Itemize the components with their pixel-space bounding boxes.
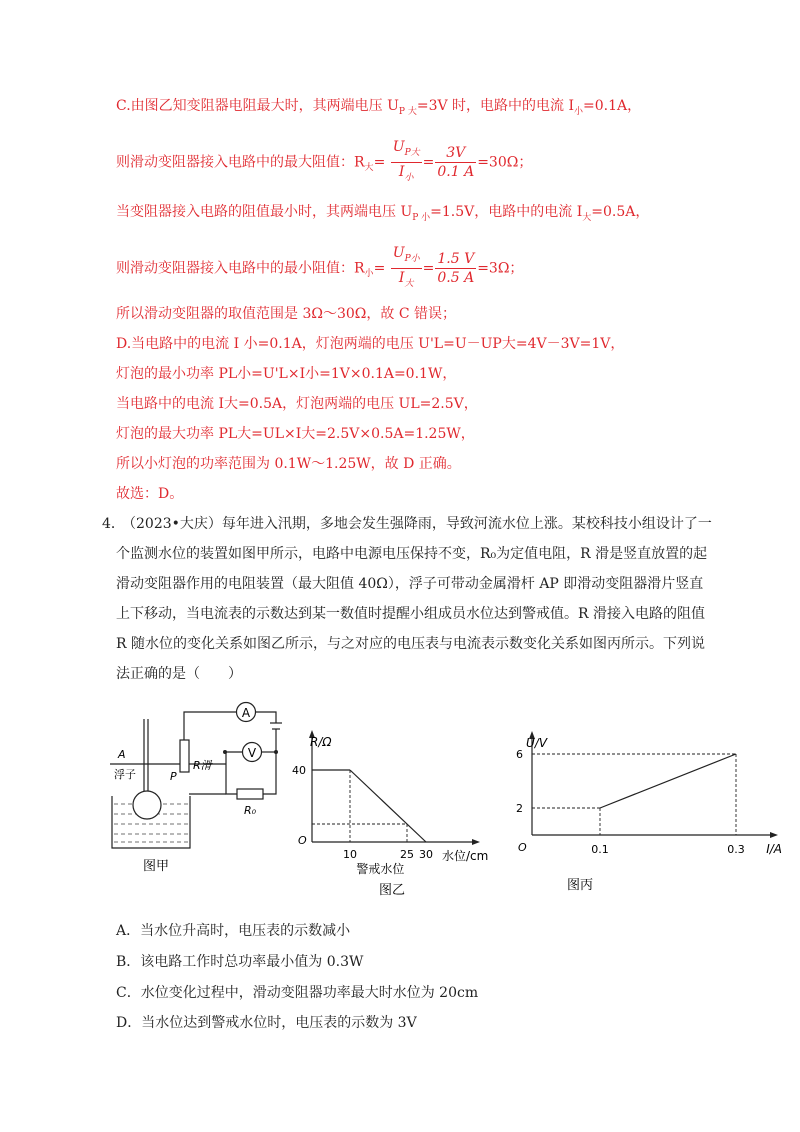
solution-c2-formula: 则滑动变阻器接入电路中的最大阻值：$R_大=$ $\frac{U_{P大}}{I_小}$ = $\frac{3V}{0.1 A}$ =30Ω； <box>116 138 532 187</box>
y-tick-label: 6 <box>516 748 523 761</box>
r0-resistor <box>237 789 263 799</box>
question-line-1: （2023•大庆）每年进入汛期，多地会发生强降雨，导致河流水位上涨。某校科技小组设计了一 <box>122 516 712 532</box>
junction-dot <box>274 750 278 754</box>
series-line <box>350 770 426 842</box>
question-number: 4． <box>102 516 125 532</box>
chart-bing <box>516 731 782 856</box>
x-tick-label: 0.1 <box>591 843 609 856</box>
x-tick-label: 0.3 <box>727 843 745 856</box>
junction-dot <box>223 750 227 754</box>
fraction-up-over-i: $\frac{U_{P大}}{I_小}$ <box>392 139 420 183</box>
voltmeter-label: V <box>247 746 257 760</box>
fraction-3v-over-01a: $\frac{3V}{0.1 A}$ <box>437 144 475 180</box>
option-d[interactable]: D．当水位达到警戒水位时，电压表的示数为 3V <box>116 1015 417 1031</box>
origin-label: O <box>298 834 307 847</box>
x-tick-label: 25 <box>400 848 414 861</box>
x-tick-label: 30 <box>419 848 433 861</box>
question-line-4: 上下移动，当电流表的示数达到某一数值时提醒小组成员水位达到警戒值。R 滑接入电路的阻值 <box>116 606 705 622</box>
chart-yi <box>292 730 488 876</box>
question-line-2: 个监测水位的装置如图甲所示，电路中电源电压保持不变，R₀为定值电阻，R 滑是竖直放置的起 <box>116 546 708 562</box>
fraction-15v-over-05a: $\frac{1.5 V}{0.5 A}$ <box>437 250 475 286</box>
r0-label: R₀ <box>244 804 257 817</box>
figures <box>100 694 782 909</box>
question-line-3: 滑动变阻器作用的电阻装置（最大阻值 40Ω），浮子可带动金属滑杆 AP 即滑动变阻器滑片竖直 <box>116 576 704 592</box>
x-axis-arrow <box>770 832 778 838</box>
solution-d5: 所以小灯泡的功率范围为 0.1W～1.25W，故 D 正确。 <box>116 456 461 472</box>
y-axis-label: R/Ω <box>310 735 332 749</box>
solution-c1: C.由图乙知变阻器电阻最大时，其两端电压 $U_{P 大}=3V$ 时，电路中的电流 $I_小=0.1A$， <box>116 98 642 117</box>
point-a-label: A <box>118 748 126 761</box>
caption-yi: 图乙 <box>378 883 406 898</box>
option-c[interactable]: C．水位变化过程中，滑动变阻器功率最大时水位为 20cm <box>116 985 479 1001</box>
solution-d3: 当电路中的电流 I大=0.5A，灯泡两端的电压 UL=2.5V， <box>116 396 478 412</box>
question-line-5: R 随水位的变化关系如图乙所示，与之对应的电压表与电流表示数变化关系如图丙所示。下列说 <box>116 636 705 652</box>
point-p-label: P <box>170 770 177 783</box>
series-line <box>600 754 736 808</box>
x-axis-label: 水位/cm <box>442 849 489 863</box>
question-line-6: 法正确的是（ ） <box>116 666 242 682</box>
solution-d2: 灯泡的最小功率 PL小=U'L×I小=1V×0.1A=0.1W， <box>116 366 457 382</box>
float-ball <box>133 791 161 819</box>
x-axis-arrow <box>472 839 480 845</box>
option-a[interactable]: A．当水位升高时，电压表的示数减小 <box>116 923 351 939</box>
slide-resistor <box>180 740 189 772</box>
solution-d4: 灯泡的最大功率 PL大=UL×I大=2.5V×0.5A=1.25W， <box>116 426 475 442</box>
fraction-up-over-i-min: $\frac{U_{P小}}{I_大}$ <box>392 245 420 289</box>
solution-c3: 当变阻器接入电路的阻值最小时，其两端电压 $U_{P 小}=1.5V$，电路中的电流 $I_大=0.5A$， <box>116 204 650 223</box>
rslide-label: R滑 <box>193 759 212 772</box>
solution-c4-formula: 则滑动变阻器接入电路中的最小阻值：$R_小=$ $\frac{U_{P小}}{I_大}$ = $\frac{1.5 V}{0.5 A}$ =3Ω； <box>116 244 523 293</box>
y-tick-label: 2 <box>516 802 523 815</box>
origin-label: O <box>518 841 527 854</box>
caption-jia: 图甲 <box>142 859 170 874</box>
x-tick-label: 10 <box>343 848 357 861</box>
y-axis-label: U/V <box>526 736 548 750</box>
caption-bing: 图丙 <box>566 878 594 893</box>
option-b[interactable]: B．该电路工作时总功率最小值为 0.3W <box>116 954 364 970</box>
solution-c5: 所以滑动变阻器的取值范围是 3Ω～30Ω，故 C 错误； <box>116 306 456 322</box>
x-axis-label: I/A <box>766 842 782 856</box>
warning-level-label: 警戒水位 <box>356 862 405 876</box>
y-tick-label: 40 <box>292 764 306 777</box>
float-label: 浮子 <box>114 768 136 781</box>
solution-d1: D.当电路中的电流 I 小=0.1A，灯泡两端的电压 U'L=U－UP大=4V－3V=1V， <box>116 336 625 352</box>
ammeter-label: A <box>241 706 251 720</box>
solution-answer: 故选：D。 <box>116 486 184 502</box>
